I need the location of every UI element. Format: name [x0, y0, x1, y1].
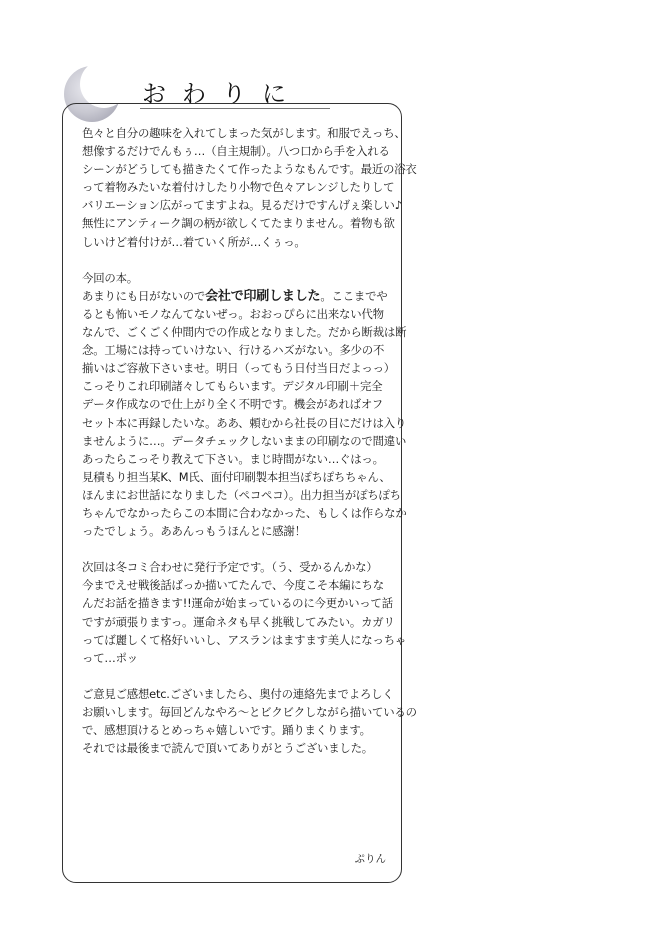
text-line: しいけど着付けが…着ていく所が…くぅっ。 [82, 234, 306, 249]
text-line: 見積もり担当某K、M氏、面付印刷製本担当ぽちぽちちゃん、 [82, 469, 391, 484]
author-signature: ぷりん [354, 853, 386, 865]
text-line: 今までえせ戦後話ばっか描いてたんで、今度こそ本編にちな [82, 578, 384, 593]
text-line: あったらこっそり教えて下さい。まじ時間がない…ぐはっ。 [82, 451, 384, 466]
text-line: 揃いはご容赦下さいませ。明日（ってもう日付当日だよっっ） [82, 361, 395, 376]
paragraph-3 [82, 558, 407, 667]
page-title: おわりに [142, 80, 302, 108]
paragraph-gap [82, 251, 394, 269]
text-line: 次回は冬コミ合わせに発行予定です。（う、受かるんかな） [82, 560, 378, 575]
text-line: んだお話を描きます!!運命が始まっているのに今更かいって話 [82, 596, 393, 611]
text-line: ったでしょう。ああんっもうほんとに感謝！ [82, 524, 306, 539]
text-line: お願いします。毎回どんなやろ～とビクビクしながら描いているの [82, 705, 417, 719]
text-line: シーンがどうしても描きたくて作ったようなもんです。最近の浴衣 [82, 162, 417, 177]
text-line: 無性にアンティーク調の柄が欲しくてたまりません。着物も欲 [82, 216, 395, 231]
text-fragment: あまりにも日がないので [82, 288, 206, 303]
text-line: バリエーション広がってますよね。見るだけですんげぇ楽しい♪ [82, 198, 402, 213]
text-line: 念。工場には持っていけない、行けるハズがない。多少の不 [82, 343, 385, 358]
paragraph-2 [82, 269, 407, 540]
text-line: って着物みたいな着付けしたり小物で色々アレンジしたりして [82, 180, 395, 195]
text-line: るとも怖いモノなんてないぜっ。おおっぴらに出来ない代物 [82, 306, 384, 321]
paragraph-1 [82, 124, 417, 251]
text-line: って…ポッ [82, 650, 138, 665]
text-line [82, 287, 394, 305]
text-line: それでは最後まで読んで頂いてありがとうございました。 [82, 741, 373, 756]
text-fragment: 。ここまでや [320, 288, 388, 303]
text-line: なんで、ごくごく仲間内での作成となりました。だから断裁は断 [82, 325, 407, 340]
text-line: 色々と自分の趣味を入れてしまった気がします。和服でえっち、 [82, 126, 406, 140]
text-line: で、感想頂けるとめっちゃ嬉しいです。踊りまくります。 [82, 723, 371, 738]
text-line: ちゃんでなかったらこの本間に合わなかった、もしくは作らなか [82, 505, 407, 520]
text-line: ってば麗しくて格好いいし、アスランはますます美人になっちゃ [82, 632, 407, 647]
emphasis-text: 会社で印刷しました [205, 288, 321, 304]
paragraph-4 [82, 685, 417, 757]
text-line: こっそりこれ印刷諸々してもらいます。デジタル印刷＋完全 [82, 379, 383, 394]
text-line: 想像するだけでんもぅ…（自主規制）。八つ口から手を入れる [82, 144, 390, 159]
text-line: セット本に再録したいな。ああ、頼むから社長の目にだけは入り [82, 415, 407, 430]
text-line: ご意見ご感想etc.ございましたら、奥付の連絡先までよろしく [82, 686, 394, 701]
paragraph-gap [82, 667, 394, 685]
text-line: ですが頑張りますっ。運命ネタも早く挑戦してみたい。カガリ [82, 614, 395, 629]
afterword-body [82, 124, 417, 757]
text-line: 今回の本。 [82, 270, 138, 285]
paragraph-gap [82, 540, 394, 558]
text-line: ませんように…。データチェックしないままの印刷なので間違い [82, 433, 407, 448]
text-line: ほんまにお世話になりました（ペコペコ）。出力担当がぽちぽち [82, 487, 401, 502]
text-line: データ作成なので仕上がり全く不明です。機会があればオフ [82, 397, 383, 412]
